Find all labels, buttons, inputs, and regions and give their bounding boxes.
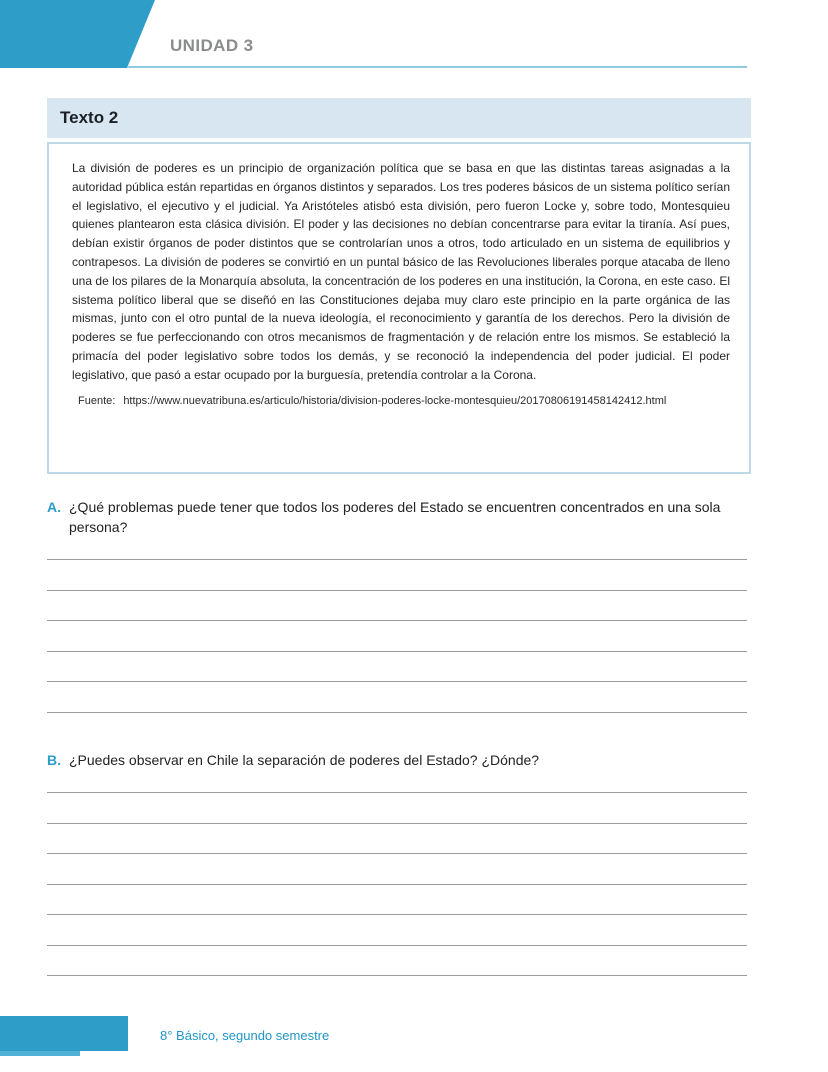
footer-accent-bar xyxy=(0,1016,128,1051)
footer-grade-label: 8° Básico, segundo semestre xyxy=(160,1028,330,1043)
unit-label: UNIDAD 3 xyxy=(170,36,254,55)
question-a-answer-lines xyxy=(47,559,747,742)
question-a-label: A. xyxy=(47,499,61,515)
source-url: https://www.nuevatribuna.es/articulo/historia/division-poderes-locke-montesquieu/20170806191458142412.html xyxy=(123,394,667,407)
textbox-title: Texto 2 xyxy=(47,98,751,138)
answer-line xyxy=(47,559,747,560)
answer-line xyxy=(47,853,747,854)
question-a xyxy=(47,497,753,537)
reading-passage: La división de poderes es un principio de organización política que se basa en que las distintas tareas asignadas a la autoridad pública están repartidas en órganos distintos y separados. Los tres poderes básicos de un sistema político serían el legislativo, el ejecutivo y el judicial. Ya Aristóteles atisbó esta división, pero fueron Locke y, sobre todo, Montesquieu quienes plantearon esta clásica división. El poder y las decisiones no debían concentrarse para evitar la tiranía. Así pues, debían existir órganos de poder distintos que se controlarían unos a otros, todo articulado en un sistema de equilibrios y contrapesos. La división de poderes se convirtió en un puntal básico de las Revoluciones liberales porque atacaba de lleno una de los pilares de la Monarquía absoluta, la concentración de los poderes en una institución, la Corona, en este caso. El sistema político liberal que se diseñó en las Constituciones dejaba muy claro este principio en la parte orgánica de las mismas, junto con el otro puntal de la nueva ideología, el reconocimiento y garantía de los derechos. Pero la división de poderes se fue perfeccionando con otros mecanismos de fragmentación y de relación entre los mismos. Se estableció la primacía del poder legislativo sobre todos los demás, y se reconoció la independencia del poder judicial. El poder legislativo, que pasó a estar ocupado por la burguesía, pretendía controlar a la Corona. xyxy=(72,161,730,382)
answer-line xyxy=(47,620,747,621)
question-b-answer-lines xyxy=(47,792,747,1006)
question-b-text: ¿Puedes observar en Chile la separación de poderes del Estado? ¿Dónde? xyxy=(69,752,540,768)
footer-accent-strip xyxy=(0,1051,80,1056)
answer-line xyxy=(47,884,747,885)
unit-banner-shape xyxy=(0,0,155,68)
question-b xyxy=(47,750,753,770)
answer-line xyxy=(47,651,747,652)
answer-line xyxy=(47,792,747,793)
question-a-text: ¿Qué problemas puede tener que todos los poderes del Estado se encuentren concentrados en una sola persona? xyxy=(69,499,721,535)
answer-line xyxy=(47,823,747,824)
answer-line xyxy=(47,914,747,915)
texto-2-box xyxy=(47,98,751,474)
textbox-body xyxy=(47,142,751,474)
question-b-label: B. xyxy=(47,752,61,768)
answer-line xyxy=(47,681,747,682)
source-label: Fuente: xyxy=(78,394,116,407)
answer-line xyxy=(47,945,747,946)
answer-line xyxy=(47,590,747,591)
source-line xyxy=(78,395,730,407)
answer-line xyxy=(47,712,747,713)
answer-line xyxy=(47,975,747,976)
header-rule xyxy=(127,66,747,68)
